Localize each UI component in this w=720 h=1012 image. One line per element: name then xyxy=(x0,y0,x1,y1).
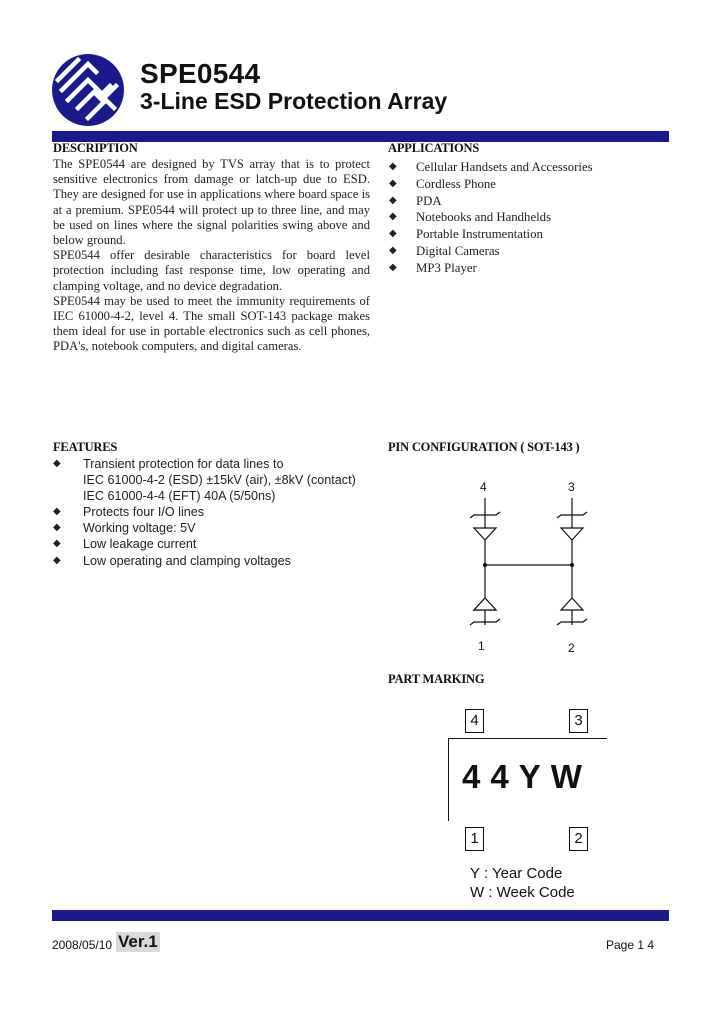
marking-pin-4: 4 xyxy=(465,709,484,733)
page-number: Page 1 4 xyxy=(606,938,655,952)
applications-heading: APPLICATIONS xyxy=(388,141,480,155)
diamond-bullet-icon: ◆ xyxy=(389,194,397,206)
list-item: ◆ Portable Instrumentation xyxy=(389,227,543,242)
diamond-bullet-icon: ◆ xyxy=(389,161,397,172)
diamond-bullet-icon: ◆ xyxy=(53,538,61,550)
list-item: ◆ Protects four I/O lines xyxy=(53,505,205,520)
diamond-bullet-icon: ◆ xyxy=(389,211,397,223)
diamond-bullet-icon: ◆ xyxy=(53,554,61,566)
pin-label-1: 1 xyxy=(478,639,485,653)
list-item: ◆ Low operating and clamping voltages xyxy=(53,553,291,568)
description-paragraph: SPE0544 may be used to meet the immunity requirements of IEC 61000-4-2, level 4. The small SOT-143 package makes them ideal for use in portable electronics such as cell phones, PDA's, notebook computers, and digital cameras. xyxy=(53,293,370,354)
part-number-title: SPE0544 xyxy=(140,58,261,89)
features-list xyxy=(53,456,356,569)
marking-pin-2: 2 xyxy=(569,827,588,851)
list-item: ◆ Transient protection for data lines to xyxy=(53,457,284,471)
marking-code: 44YW xyxy=(462,758,592,795)
diamond-bullet-icon: ◆ xyxy=(389,228,397,240)
pin-label-3: 3 xyxy=(568,480,575,494)
description-heading: DESCRIPTION xyxy=(53,141,138,155)
diamond-bullet-icon: ◆ xyxy=(389,177,397,189)
list-item: ◆ MP3 Player xyxy=(389,260,477,275)
applications-list xyxy=(389,159,593,277)
week-code-legend: W : Week Code xyxy=(470,884,575,901)
list-item: IEC 61000-4-4 (EFT) 40A (5/50ns) xyxy=(83,489,276,504)
pin-label-2: 2 xyxy=(568,641,575,655)
header-divider-bar xyxy=(52,131,669,142)
marking-pin-1: 1 xyxy=(465,827,484,851)
pin-configuration-diagram xyxy=(440,470,640,660)
features-heading: FEATURES xyxy=(53,440,118,454)
marking-pin-3: 3 xyxy=(569,709,588,733)
product-subtitle: 3-Line ESD Protection Array xyxy=(140,88,448,114)
diamond-bullet-icon: ◆ xyxy=(389,244,397,256)
list-item: ◆ Digital Cameras xyxy=(389,243,500,258)
diamond-bullet-icon: ◆ xyxy=(53,506,61,518)
list-item: ◆ Working voltage: 5V xyxy=(53,521,196,536)
description-paragraph: SPE0544 offer desirable characteristics for board level protection including fast response time, low operating and clamping voltage, and no device degradation. xyxy=(53,248,370,293)
diamond-bullet-icon: ◆ xyxy=(53,458,61,469)
footer-date: 2008/05/10 xyxy=(52,938,113,952)
description-body xyxy=(53,157,370,355)
year-code-legend: Y : Year Code xyxy=(470,865,563,882)
list-item: ◆ Cordless Phone xyxy=(389,176,496,191)
company-logo-icon xyxy=(50,52,126,128)
list-item: ◆ Cellular Handsets and Accessories xyxy=(389,160,593,174)
diamond-bullet-icon: ◆ xyxy=(53,522,61,534)
list-item: IEC 61000-4-2 (ESD) ±15kV (air), ±8kV (contact) xyxy=(83,473,356,488)
pin-label-4: 4 xyxy=(480,480,487,494)
diamond-bullet-icon: ◆ xyxy=(389,261,397,273)
footer-version: Ver.1 xyxy=(118,932,158,951)
description-paragraph: The SPE0544 are designed by TVS array that is to protect sensitive electronics from damage or latch-up due to ESD. They are designed for use in applications where board space is at a premium. SPE0544 will protect up to three line, and may be used on lines where the signal polarities swing above and below ground. xyxy=(53,157,370,248)
footer-divider-bar xyxy=(52,910,669,921)
list-item: ◆ PDA xyxy=(389,193,442,208)
list-item: ◆ Notebooks and Handhelds xyxy=(389,210,552,225)
part-marking-heading: PART MARKING xyxy=(388,672,485,686)
pin-config-heading: PIN CONFIGURATION ( SOT-143 ) xyxy=(388,440,580,454)
list-item: ◆ Low leakage current xyxy=(53,537,197,552)
